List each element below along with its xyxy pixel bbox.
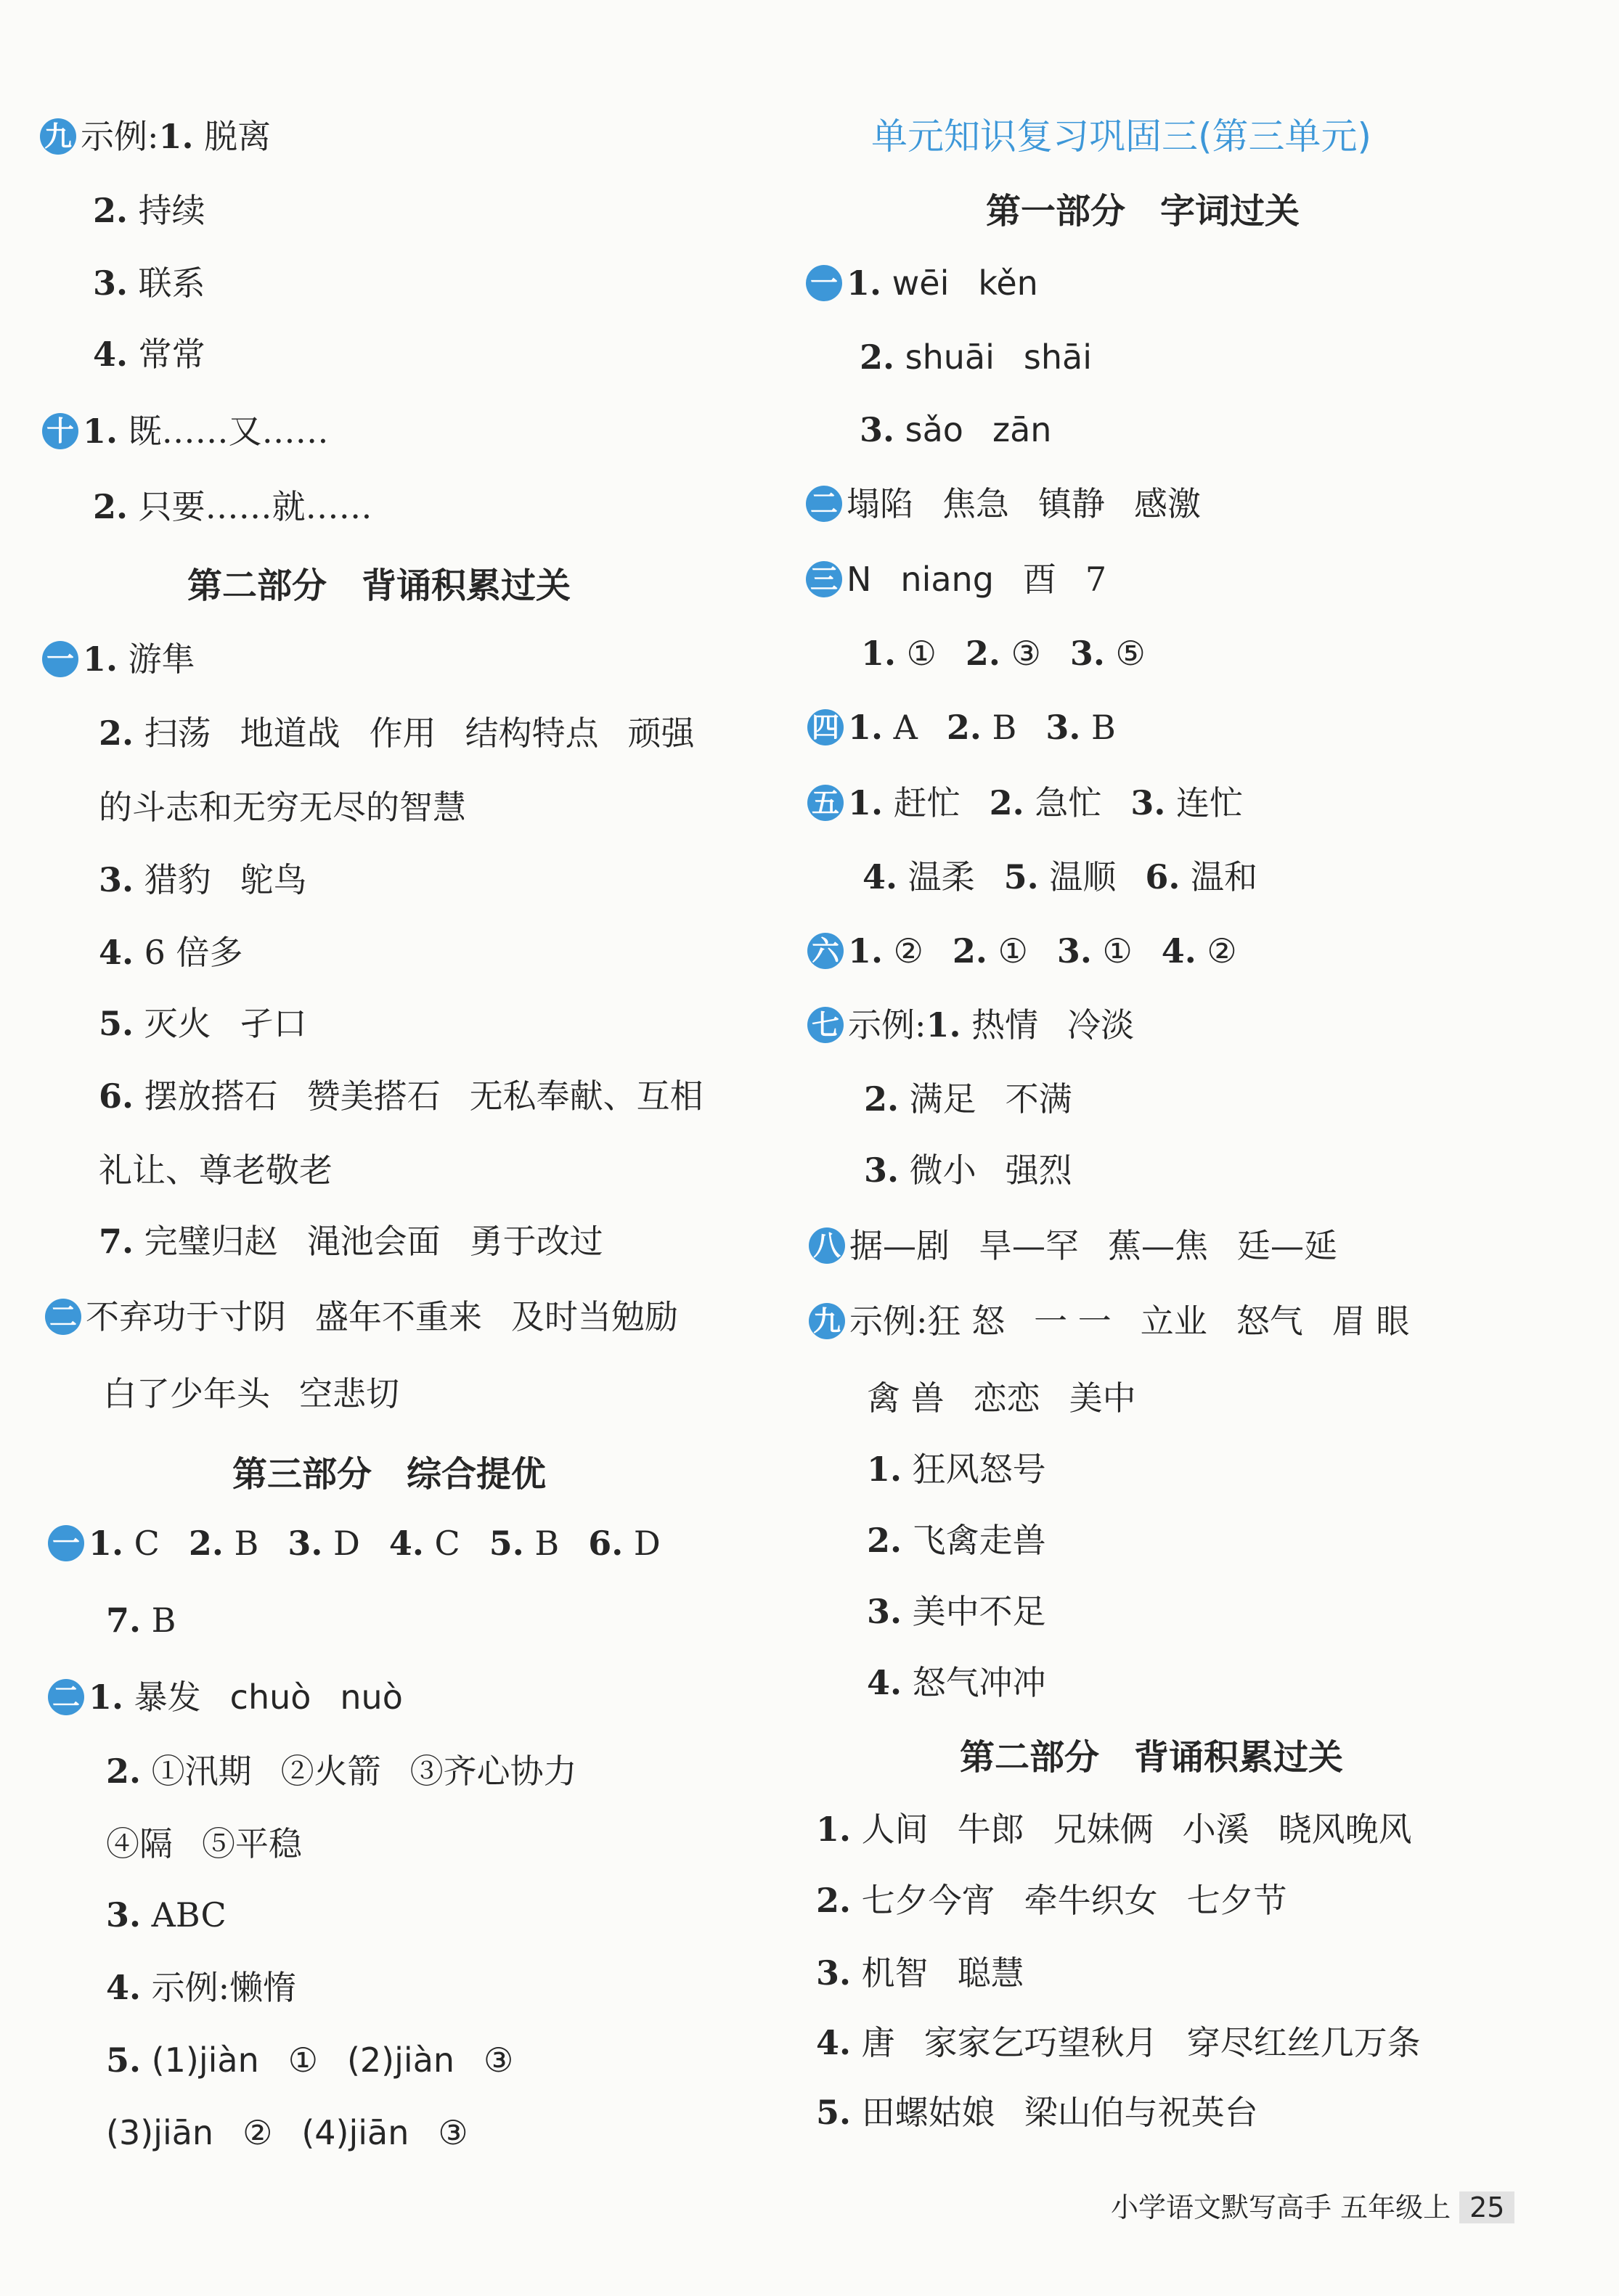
answer-line: 2. 满足 不满 — [864, 1079, 1072, 1119]
question-number-badge: 一 — [806, 265, 842, 301]
answer-line: 3. 猎豹 鸵鸟 — [99, 860, 307, 899]
question-number-badge: 四 — [807, 709, 844, 745]
answer-line: 3. 机智 聪慧 — [816, 1953, 1024, 1993]
part3-question-one-line-1: 一 1. C 2. B 3. D 4. C 5. B 6. D — [48, 1523, 661, 1564]
answer-line: 禽 兽 恋恋 美中 — [867, 1378, 1136, 1418]
question-eight-line-1: 八 据—剧 旱—罕 蕉—焦 廷—延 — [809, 1225, 1337, 1267]
answer-line: 3. 微小 强烈 — [864, 1151, 1072, 1190]
answer-line: 2. shuāi shāi — [860, 338, 1092, 377]
answer-line: 3. sǎo zān — [860, 410, 1052, 449]
answer-line: 5. 灭火 孑口 — [99, 1004, 307, 1043]
question-number-badge: 七 — [807, 1007, 844, 1043]
answer-line: 2. 扫荡 地道战 作用 结构特点 顽强 — [99, 714, 695, 753]
unit-title: 单元知识复习巩固三(第三单元) — [871, 115, 1372, 158]
answer-line: 4. 唐 家家乞巧望秋月 穿尽红丝几万条 — [816, 2023, 1421, 2062]
question-number-badge: 二 — [45, 1299, 81, 1335]
question-number-badge: 一 — [48, 1525, 84, 1561]
answer-line: 1. ① 2. ③ 3. ⑤ — [861, 634, 1146, 673]
book-title: 小学语文默写高手 五年级上 — [1111, 2191, 1451, 2223]
question-number-badge: 十 — [42, 413, 78, 449]
part2-question-one-line-1: 一 1. 游隼 — [42, 639, 195, 680]
answer-line: 7. 完璧归赵 渑池会面 勇于改过 — [99, 1222, 603, 1261]
question-seven-line-1: 七 示例:1. 热情 冷淡 — [807, 1005, 1134, 1046]
answer-line: 礼让、尊老敬老 — [99, 1151, 333, 1190]
answer-line: 2. 持续 — [93, 191, 205, 230]
answer-line: 6. 摆放搭石 赞美搭石 无私奉献、互相 — [99, 1076, 704, 1116]
part3-question-two-line-1: 二 1. 暴发 chuò nuò — [48, 1677, 403, 1718]
page-footer — [1111, 2185, 1514, 2225]
answer-line: 2. 只要……就…… — [93, 487, 372, 526]
question-number-badge: 五 — [807, 785, 844, 821]
question-two-line-1: 二 塌陷 焦急 镇静 感激 — [806, 483, 1201, 525]
question-five-line-1: 五 1. 赶忙 2. 急忙 3. 连忙 — [807, 783, 1243, 824]
question-four-line-1: 四 1. A 2. B 3. B — [807, 707, 1116, 748]
answer-line: 的斗志和无穷无尽的智慧 — [99, 788, 466, 827]
question-ten-line-1: 十 1. 既……又…… — [42, 411, 329, 452]
answer-line: 4. 怒气冲冲 — [867, 1663, 1046, 1702]
question-three-line-1: 三 N niang 酉 7 — [806, 559, 1106, 600]
question-number-badge: 八 — [809, 1227, 845, 1264]
part2-question-two-line-1: 二 不弃功于寸阴 盛年不重来 及时当勉励 — [45, 1296, 678, 1338]
question-number-badge: 一 — [42, 641, 78, 677]
question-one-line-1: 一 1. wēi kěn — [806, 263, 1038, 304]
answer-line: 2. 七夕今宵 牵牛织女 七夕节 — [816, 1881, 1287, 1920]
question-number-badge: 三 — [806, 561, 842, 597]
answer-line: 7. B — [106, 1601, 176, 1640]
question-nine-line-1: 九 示例:1. 脱离 — [40, 116, 271, 158]
answer-line: 3. 联系 — [93, 263, 205, 303]
answer-line: 3. ABC — [106, 1895, 227, 1935]
question-number-badge: 二 — [806, 486, 842, 522]
question-nine-line-1: 九 示例:狂 怒 一 一 立业 怒气 眉 眼 — [809, 1301, 1409, 1342]
page-number: 25 — [1459, 2191, 1514, 2223]
answer-line: 4. 常常 — [93, 335, 205, 374]
section-title-part1: 第一部分 字词过关 — [986, 191, 1300, 232]
question-number-badge: 九 — [40, 118, 76, 155]
answer-line: 3. 美中不足 — [867, 1592, 1046, 1631]
question-number-badge: 六 — [807, 933, 844, 969]
answer-line: 2. ①汛期 ②火箭 ③齐心协力 — [106, 1752, 577, 1791]
question-number-badge: 二 — [48, 1679, 84, 1715]
answer-line: 1. 人间 牛郎 兄妹俩 小溪 晓风晚风 — [816, 1810, 1412, 1849]
answer-line: 4. 6 倍多 — [99, 933, 243, 972]
answer-line: 4. 温柔 5. 温顺 6. 温和 — [862, 857, 1257, 896]
section-title-part2-right: 第二部分 背诵积累过关 — [960, 1737, 1344, 1778]
question-six-line-1: 六 1. ② 2. ① 3. ① 4. ② — [807, 931, 1237, 972]
question-number-badge: 九 — [809, 1303, 845, 1339]
section-title-part3: 第三部分 综合提优 — [232, 1454, 547, 1495]
answer-line: 白了少年头 空悲切 — [103, 1374, 399, 1413]
answer-line: 1. 狂风怒号 — [867, 1450, 1046, 1489]
answer-line: 5. (1)jiàn ① (2)jiàn ③ — [106, 2040, 514, 2080]
answer-line: (3)jiān ② (4)jiān ③ — [106, 2113, 468, 2152]
answer-line: ④隔 ⑤平稳 — [106, 1824, 302, 1863]
answer-line: 4. 示例:懒惰 — [106, 1968, 297, 2007]
answer-line: 5. 田螺姑娘 梁山伯与祝英台 — [816, 2093, 1258, 2132]
answer-line: 2. 飞禽走兽 — [867, 1521, 1046, 1560]
section-title-part2-left: 第二部分 背诵积累过关 — [187, 565, 571, 606]
